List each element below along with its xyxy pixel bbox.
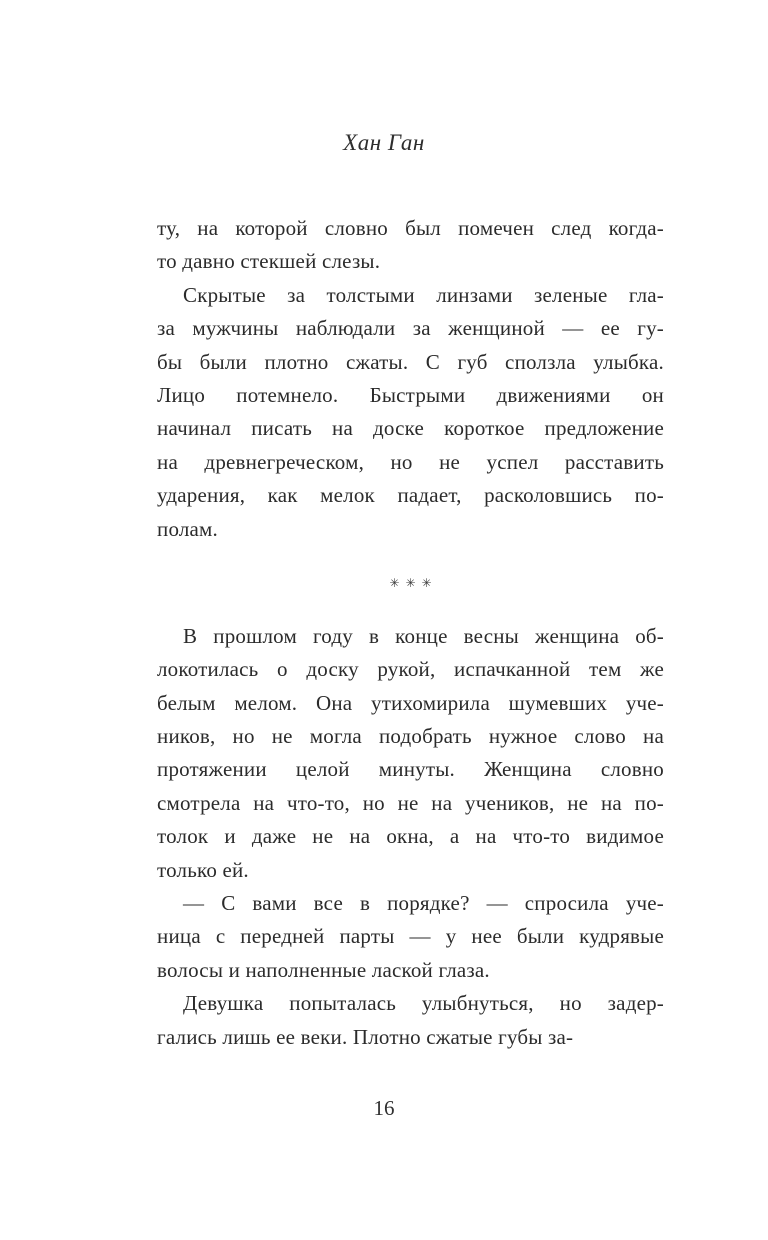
text-line: ту, на которой словно был помечен след когда-	[157, 216, 664, 240]
text-line: Лицо потемнело. Быстрыми движениями он	[157, 382, 664, 407]
paragraph	[157, 887, 664, 987]
text-line: ударения, как мелок падает, расколовшись по-	[157, 483, 664, 508]
text-line: В прошлом году в конце весны женщина об-	[183, 623, 664, 648]
section-separator: ✳✳✳	[389, 575, 438, 590]
body-text	[157, 212, 664, 1054]
text-line: на древнегреческом, но не успел расставить	[157, 449, 664, 474]
text-line: начинал писать на доске короткое предложение	[157, 416, 664, 441]
text-line: ников, но не могла подобрать нужное слово на	[157, 724, 664, 749]
text-line: Девушка попыталась улыбнуться, но задер-	[183, 991, 664, 1016]
text-line: ница с передней парты — у нее были кудрявые	[157, 924, 664, 949]
text-line: смотрела на что-то, но не на учеников, не на по-	[157, 790, 664, 815]
text-line: белым мелом. Она утихомирила шумевших уче-	[157, 690, 664, 715]
text-line: гались лишь ее веки. Плотно сжатые губы за-	[157, 1024, 574, 1049]
text-line: протяжении целой минуты. Женщина словно	[157, 757, 664, 782]
paragraph	[157, 987, 664, 1054]
text-line: волосы и наполненные лаской глаза.	[157, 957, 490, 982]
text-line: полам.	[157, 516, 219, 541]
text-line: — С вами все в порядке? — спросила уче-	[183, 891, 664, 916]
text-line: за мужчины наблюдали за женщиной — ее гу-	[157, 316, 664, 341]
paragraph	[157, 620, 664, 887]
text-line: только ей.	[157, 857, 249, 882]
text-line: локотилась о доску рукой, испачканной тем же	[157, 657, 664, 682]
text-line: Скрытые за толстыми линзами зеленые гла-	[183, 282, 664, 307]
paragraph	[157, 212, 664, 279]
running-head: Хан Ган	[343, 130, 425, 155]
page-number: 16	[373, 1096, 395, 1120]
paragraph	[157, 279, 664, 546]
text-line: бы были плотно сжаты. С губ сползла улыбка.	[157, 349, 664, 374]
text-line: то давно стекшей слезы.	[157, 249, 381, 274]
text-line: толок и даже не на окна, а на что-то видимое	[157, 824, 664, 849]
